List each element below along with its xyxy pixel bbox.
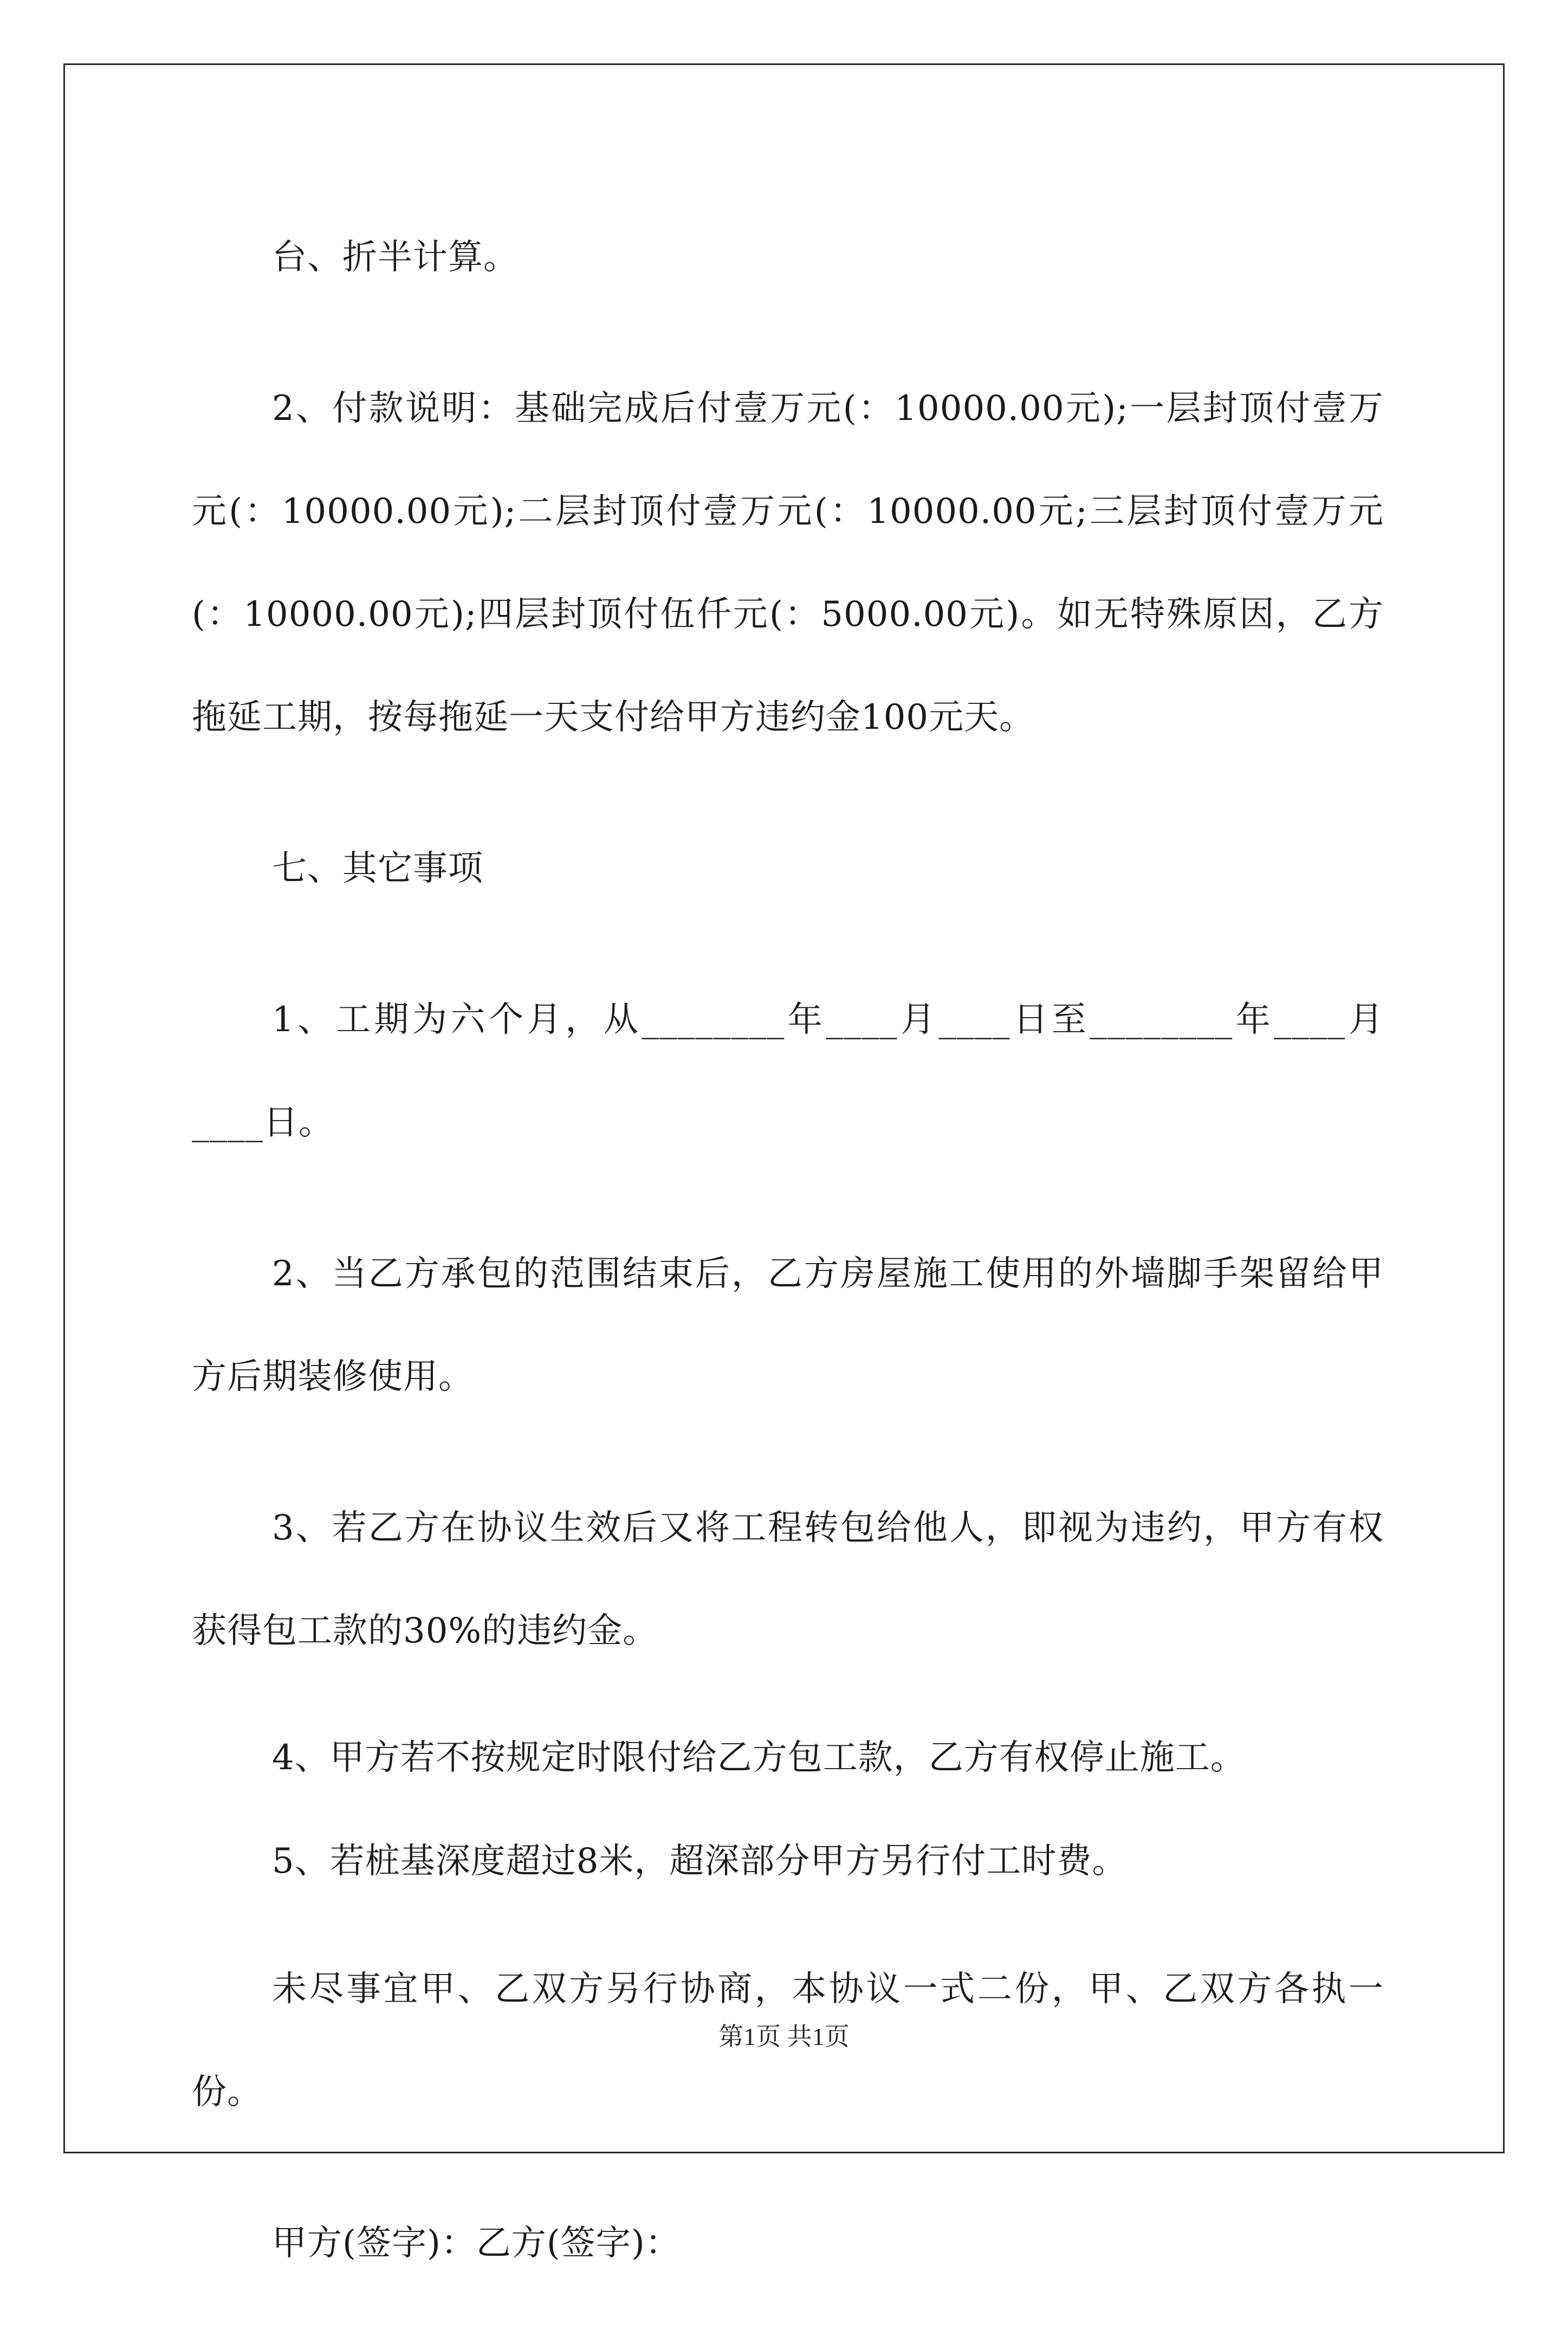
paragraph-payment-terms: 2、付款说明：基础完成后付壹万元(：10000.00元);一层封顶付壹万元(：10000.00元);二层封顶付壹万元(：10000.00元;三层封顶付壹万元(：10000.00元);四层封顶付伍仟元(：5000.00元)。如无特殊原因，乙方拖延工期，按每拖延一天支付给甲方违约金100元天。 bbox=[192, 389, 1384, 737]
signature-line: 甲方(签字)：乙方(签字)： bbox=[272, 2223, 681, 2263]
paragraph-payment-default: 4、甲方若不按规定时限付给乙方包工款，乙方有权停止施工。 bbox=[272, 1738, 1246, 1778]
section-heading-other-matters: 七、其它事项 bbox=[272, 849, 483, 889]
paragraph-copies: 未尽事宜甲、乙双方另行协商，本协议一式二份，甲、乙双方各执一份。 bbox=[192, 1969, 1384, 2112]
paragraph-construction-period: 1、工期为六个月，从________年____月____日至________年____月____日。 bbox=[192, 1000, 1384, 1143]
paragraph-subcontract-breach: 3、若乙方在协议生效后又将工程转包给他人，即视为违约，甲方有权获得包工款的30%的违约金。 bbox=[192, 1508, 1384, 1651]
paragraph-scaffolding: 2、当乙方承包的范围结束后，乙方房屋施工使用的外墙脚手架留给甲方后期装修使用。 bbox=[192, 1254, 1384, 1397]
paragraph-continuation: 台、折半计算。 bbox=[272, 237, 519, 277]
page-number-footer: 第1页 共1页 bbox=[718, 2023, 850, 2050]
paragraph-pile-depth: 5、若桩基深度超过8米，超深部分甲方另行付工时费。 bbox=[272, 1841, 1128, 1881]
